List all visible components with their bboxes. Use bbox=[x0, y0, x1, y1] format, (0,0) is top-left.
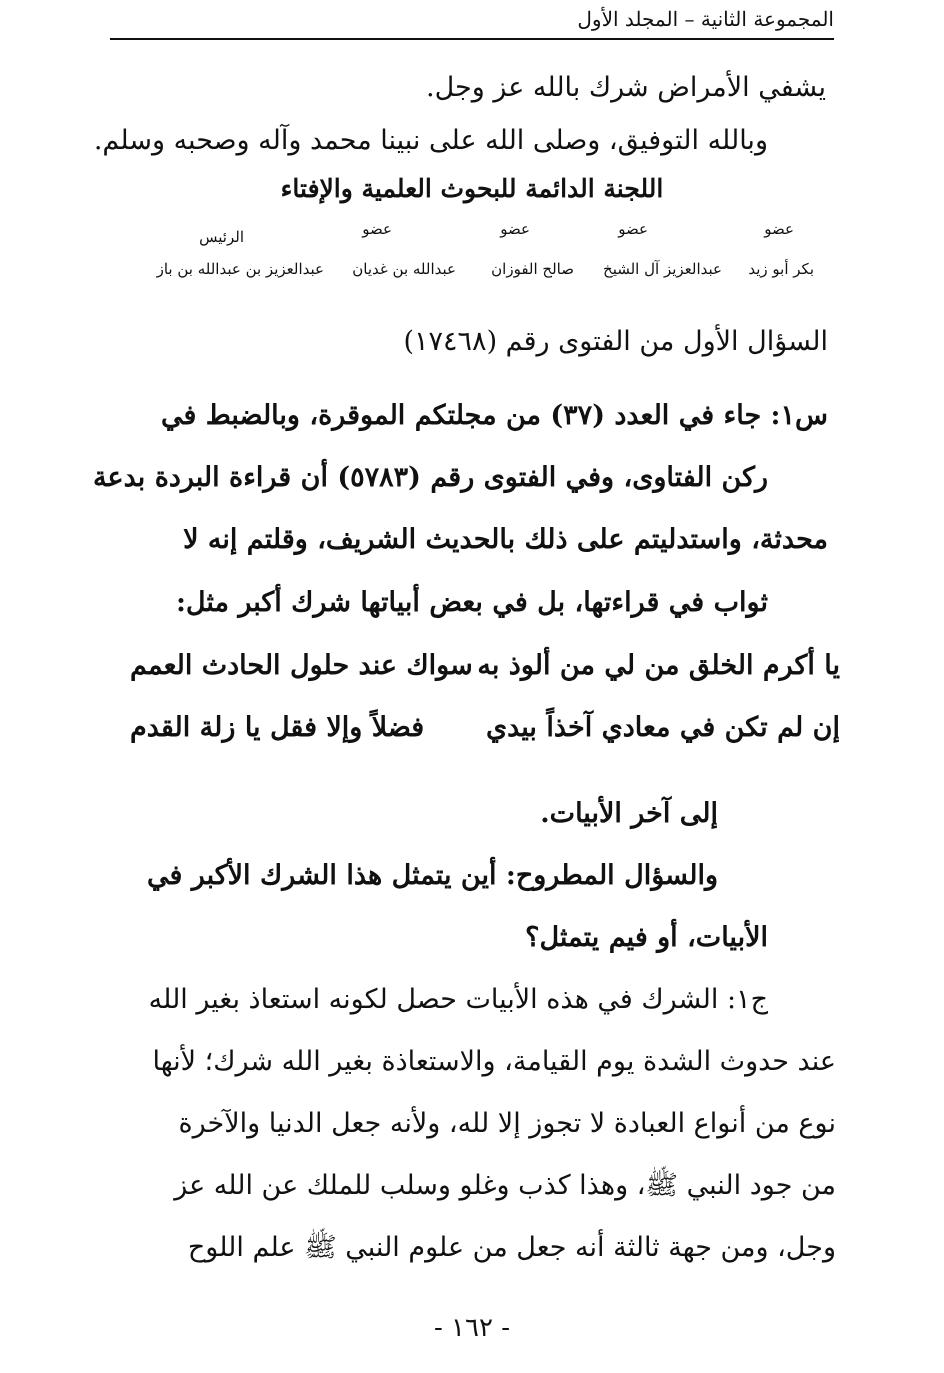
verse-first-hemistich: يا أكرم الخلق من لي من ألوذ به bbox=[477, 650, 840, 681]
signatory-role: عضو bbox=[764, 220, 794, 238]
signatory-name: عبدالعزيز آل الشيخ bbox=[603, 260, 722, 278]
after-verses-text: إلى آخر الأبيات. bbox=[540, 798, 718, 829]
page-number: - ١٦٢ - bbox=[433, 1313, 511, 1343]
answer-line: عند حدوث الشدة يوم القيامة، والاستعاذة بغير الله شرك؛ لأنها bbox=[152, 1046, 836, 1077]
answer-line: نوع من أنواع العبادة لا تجوز إلا لله، ولأنه جعل الدنيا والآخرة bbox=[178, 1108, 836, 1139]
signatory-role: عضو bbox=[362, 220, 392, 238]
signatory-role: عضو bbox=[618, 220, 648, 238]
verse-second-hemistich: سواك عند حلول الحادث العمم bbox=[130, 650, 473, 681]
answer-line: من جود النبي ﷺ، وهذا كذب وغلو وسلب للملك عن الله عز bbox=[174, 1170, 836, 1201]
intro-line-1: يشفي الأمراض شرك بالله عز وجل. bbox=[425, 72, 826, 103]
signatory-role: الرئيس bbox=[199, 228, 244, 246]
question2-line: والسؤال المطروح: أين يتمثل هذا الشرك الأكبر في bbox=[146, 860, 718, 891]
intro-line-2: وبالله التوفيق، وصلى الله على نبينا محمد وآله وصحبه وسلم. bbox=[93, 125, 768, 156]
question2-line: الأبيات، أو فيم يتمثل؟ bbox=[525, 922, 768, 953]
answer-line: ج١: الشرك في هذه الأبيات حصل لكونه استعاذ بغير الله bbox=[148, 984, 768, 1015]
verse-second-hemistich: فضلاً وإلا فقل يا زلة القدم bbox=[130, 712, 425, 743]
signatory-name: عبدالله بن غديان bbox=[352, 260, 456, 278]
running-header: المجموعة الثانية – المجلد الأول bbox=[110, 4, 834, 40]
signatory-name: صالح الفوزان bbox=[491, 260, 574, 278]
question-line: ركن الفتاوى، وفي الفتوى رقم (٥٧٨٣) أن قراءة البردة بدعة bbox=[93, 462, 768, 493]
question-line: س١: جاء في العدد (٣٧) من مجلتكم الموقرة، وبالضبط في bbox=[160, 400, 828, 431]
signatory-name: عبدالعزيز بن عبدالله بن باز bbox=[156, 260, 324, 278]
signatory-role: عضو bbox=[500, 220, 530, 238]
committee-name: اللجنة الدائمة للبحوث العلمية والإفتاء bbox=[280, 174, 664, 203]
question-line: محدثة، واستدليتم على ذلك بالحديث الشريف، وقلتم إنه لا bbox=[183, 524, 828, 555]
fatwa-heading: السؤال الأول من الفتوى رقم (١٧٤٦٨) bbox=[403, 326, 828, 357]
question-line: ثواب في قراءتها، بل في بعض أبياتها شرك أكبر مثل: bbox=[175, 587, 768, 618]
answer-line: وجل، ومن جهة ثالثة أنه جعل من علوم النبي ﷺ علم اللوح bbox=[187, 1232, 836, 1263]
verse-first-hemistich: إن لم تكن في معادي آخذاً بيدي bbox=[485, 712, 840, 743]
signatory-name: بكر أبو زيد bbox=[748, 260, 814, 278]
